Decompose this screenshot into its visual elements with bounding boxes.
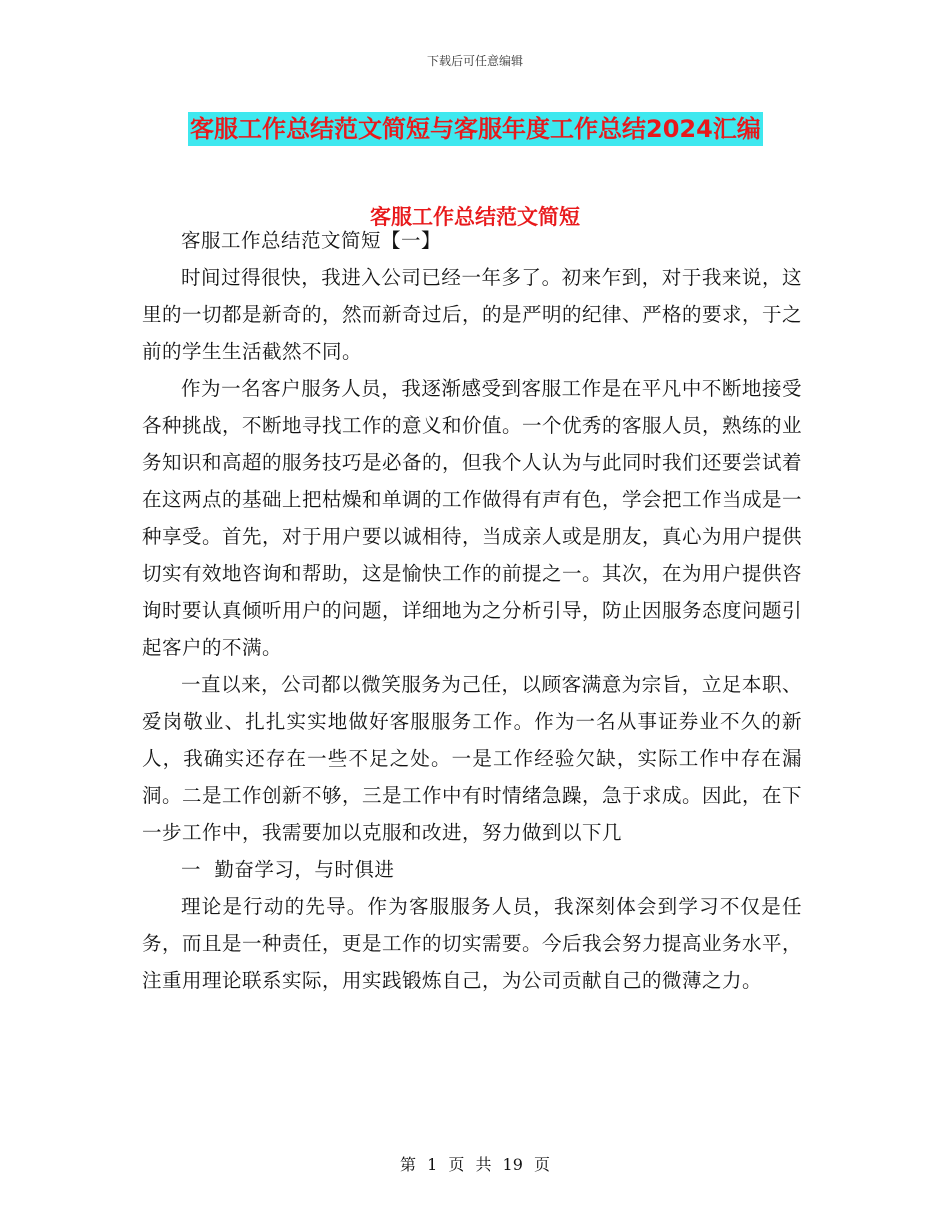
paragraph: 理论是行动的先导。作为客服服务人员，我深刻体会到学习不仅是任务，而且是一种责任，更是工作的切实需要。今后我会努力提高业务水平，注重用理论联系实际，用实践锻炼自己，为公司贡献自己的微薄之力。 — [142, 895, 803, 992]
document-title: 客服工作总结范文简短与客服年度工作总结2024汇编 — [188, 112, 763, 146]
paragraph: 时间过得很快，我进入公司已经一年多了。初来乍到，对于我来说，这里的一切都是新奇的，然而新奇过后，的是严明的纪律、严格的要求，于之前的学生生活截然不同。 — [142, 266, 803, 363]
page-footer: 第 1 页 共 19 页 — [400, 1155, 550, 1174]
header-note: 下载后可任意编辑 — [426, 54, 523, 68]
paragraph: 一直以来，公司都以微笑服务为己任，以顾客满意为宗旨，立足本职、爱岗敬业、扎扎实实地做好客服服务工作。作为一名从事证券业不久的新人，我确实还存在一些不足之处。一是工作经验欠缺，实际工作中存在漏洞。二是工作创新不够，三是工作中有时情绪急躁，急于求成。因此，在下一步工作中，我需要加以克服和改进，努力做到以下几 — [142, 673, 803, 844]
paragraph-subheading: 客服工作总结范文简短【一】 — [181, 229, 442, 252]
document-body — [142, 222, 802, 999]
section-title: 客服工作总结范文简短 — [370, 205, 580, 229]
paragraph: 作为一名客户服务人员，我逐渐感受到客服工作是在平凡中不断地接受各种挑战，不断地寻找工作的意义和价值。一个优秀的客服人员，熟练的业务知识和高超的服务技巧是必备的，但我个人认为与此同时我们还要尝试着在这两点的基础上把枯燥和单调的工作做得有声有色，学会把工作当成是一种享受。首先，对于用户要以诚相待，当成亲人或是朋友，真心为用户提供切实有效地咨询和帮助，这是愉快工作的前提之一。其次，在为用户提供咨询时要认真倾听用户的问题，详细地为之分析引导，防止因服务态度问题引起客户的不满。 — [142, 377, 803, 659]
paragraph-subheading: 一 勤奋学习，与时俱进 — [181, 858, 395, 881]
